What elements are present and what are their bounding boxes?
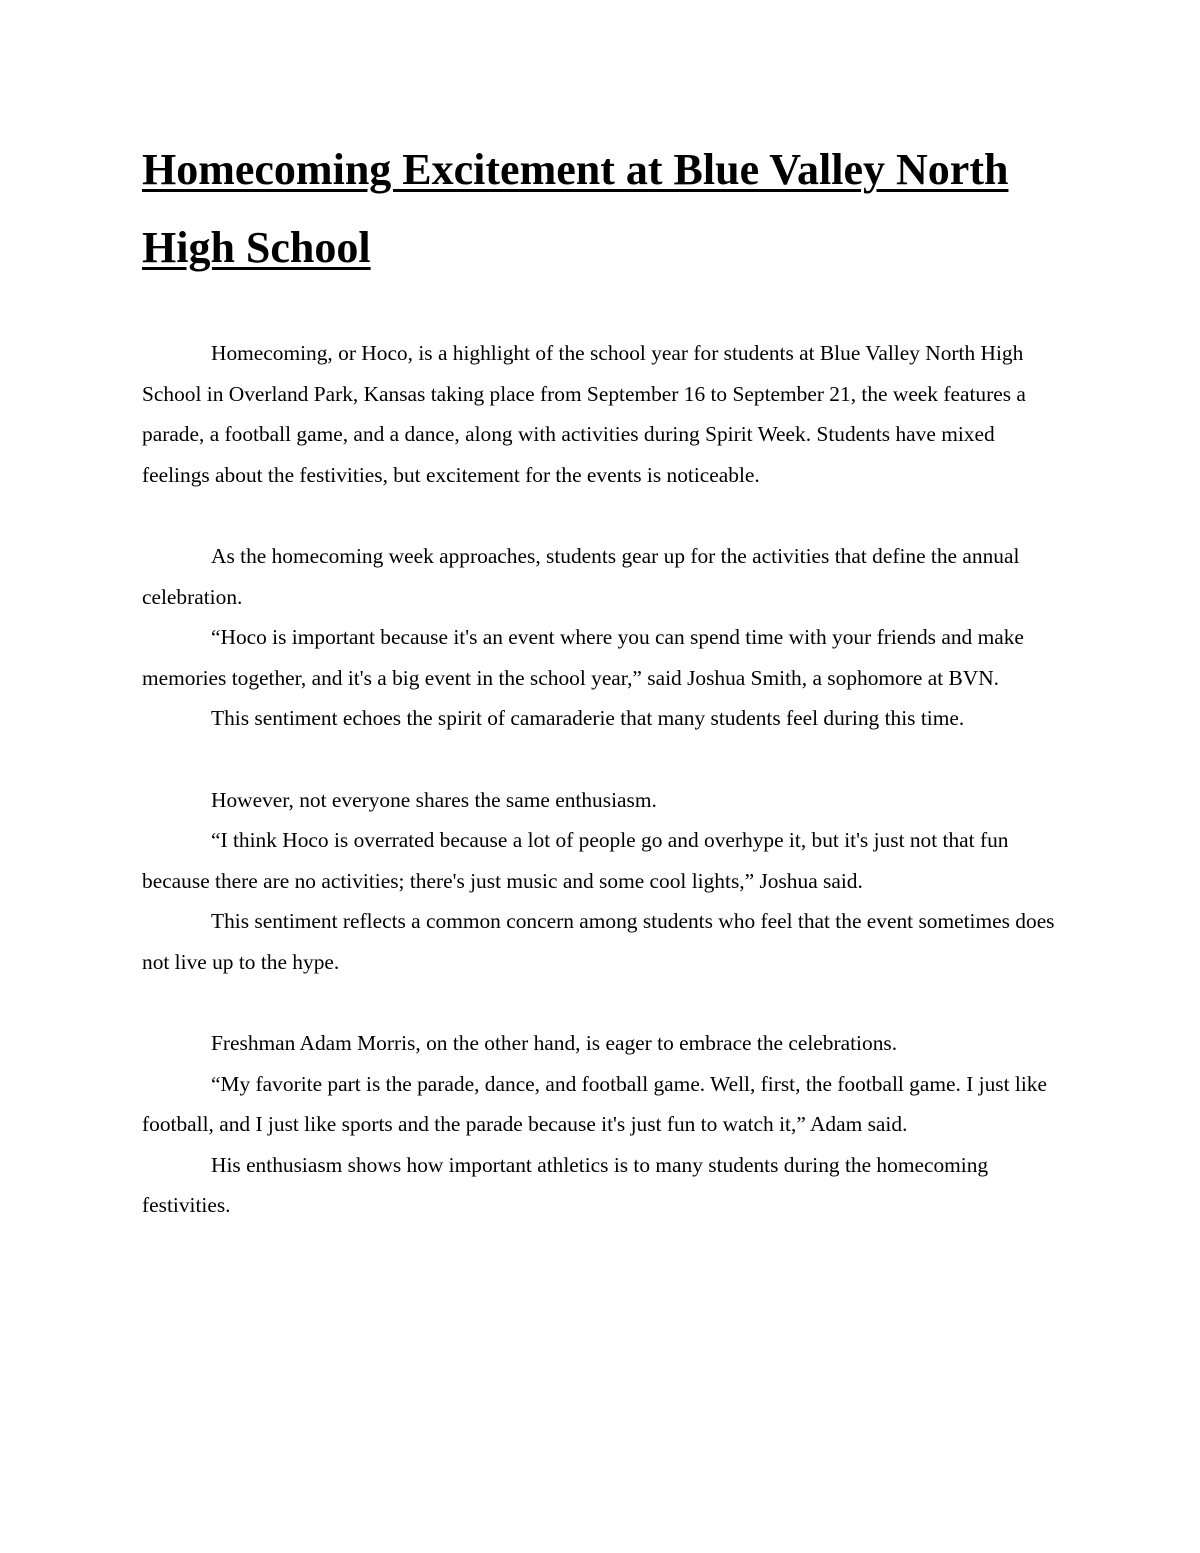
quote-adam-favorite: “My favorite part is the parade, dance, and football game. Well, first, the football game. I just like football, and I just like sports and the parade because it's just fun to watch it,” Adam said. — [142, 1071, 1047, 1137]
paragraph-athletics: His enthusiasm shows how important athletics is to many students during the homecoming festivities. — [142, 1152, 989, 1218]
paragraph-concern: This sentiment reflects a common concern among students who feel that the event sometimes does not live up to the hype. — [142, 909, 1055, 974]
article-body — [142, 333, 1064, 1226]
quote-joshua-important: “Hoco is important because it's an event where you can spend time with your friends and make memories together, and it's a big event in the school year,” said Joshua Smith, a sophomore at BVN. — [142, 625, 1024, 690]
paragraph-intro: Homecoming, or Hoco, is a highlight of the school year for students at Blue Valley North High School in Overland Park, Kansas taking place from September 16 to September 21, the week features a parade, a football game, and a dance, along with activities during Spirit Week. Students have mixed feelings about the festivities, but excitement for the events is noticeable. — [142, 341, 1026, 487]
paragraph-adam-intro: Freshman Adam Morris, on the other hand, is eager to embrace the celebrations. — [211, 1031, 898, 1056]
paragraph-camaraderie: This sentiment echoes the spirit of camaraderie that many students feel during this time. — [211, 706, 965, 731]
paragraph-approach: As the homecoming week approaches, students gear up for the activities that define the annual celebration. — [142, 543, 1020, 609]
quote-joshua-overrated: “I think Hoco is overrated because a lot of people go and overhype it, but it's just not that fun because there are no activities; there's just music and some cool lights,” Joshua said. — [142, 828, 1009, 893]
article-title: Homecoming Excitement at Blue Valley North High School — [142, 145, 1009, 272]
paragraph-not-everyone: However, not everyone shares the same enthusiasm. — [211, 787, 657, 812]
